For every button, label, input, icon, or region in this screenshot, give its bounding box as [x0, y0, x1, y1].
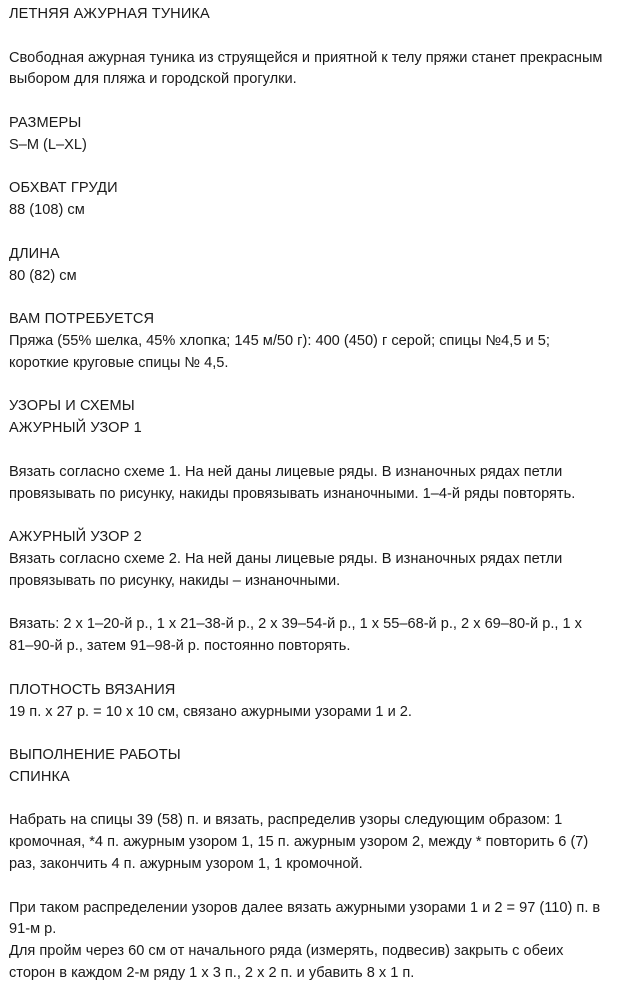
back-heading: СПИНКА	[9, 768, 70, 785]
back-paragraph-1: Набрать на спицы 39 (58) п. и вязать, распределив узоры следующим образом: 1 кромочная, *4 п. ажурным узором 1, 15 п. ажурным узором 2, между * повторить 6 (7) раз, закончить 4 п. ажурным узором 1, 1 кромочной.	[9, 812, 589, 873]
lace1-heading: АЖУРНЫЙ УЗОР 1	[9, 420, 142, 437]
gauge-heading: ПЛОТНОСТЬ ВЯЗАНИЯ	[9, 681, 176, 698]
back-paragraph-3: Для пройм через 60 см от начального ряда (измерять, подвесив) закрыть с обеих сторон в каждом 2-м ряду 1 х 3 п., 2 х 2 п. и убавить 8 х 1 п.	[9, 943, 564, 982]
sizes-value: S–M (L–XL)	[9, 136, 87, 153]
intro-paragraph: Свободная ажурная туника из струящейся и приятной к телу пряжи станет прекрасным выбором для пляжа и городской прогулки.	[9, 49, 603, 88]
materials-heading: ВАМ ПОТРЕБУЕТСЯ	[9, 311, 155, 328]
lace1-text: Вязать согласно схеме 1. На ней даны лицевые ряды. В изнаночных рядах петли провязывать по рисунку, накиды провязывать изнаночными. 1–4-й ряды повторять.	[9, 463, 576, 502]
lace2-text: Вязать согласно схеме 2. На ней даны лицевые ряды. В изнаночных рядах петли провязывать по рисунку, накиды – изнаночными.	[9, 550, 563, 589]
instructions-heading: ВЫПОЛНЕНИЕ РАБОТЫ	[9, 747, 181, 764]
patterns-heading: УЗОРЫ И СХЕМЫ	[9, 398, 135, 415]
chest-value: 88 (108) см	[9, 202, 85, 219]
back-paragraph-2: При таком распределении узоров далее вязать ажурными узорами 1 и 2 = 97 (110) п. в 91-м р.	[9, 899, 601, 938]
sizes-heading: РАЗМЕРЫ	[9, 114, 82, 131]
gauge-text: 19 п. х 27 р. = 10 х 10 см, связано ажурными узорами 1 и 2.	[9, 703, 412, 720]
lace2-sequence: Вязать: 2 х 1–20-й р., 1 х 21–38-й р., 2 х 39–54-й р., 1 х 55–68-й р., 2 х 69–80-й р., 1 х 81–90-й р., затем 91–98-й р. постоянно повторять.	[9, 616, 582, 655]
lace2-heading: АЖУРНЫЙ УЗОР 2	[9, 529, 142, 546]
length-heading: ДЛИНА	[9, 245, 60, 262]
materials-text: Пряжа (55% шелка, 45% хлопка; 145 м/50 г): 400 (450) г серой; спицы №4,5 и 5; короткие круговые спицы № 4,5.	[9, 332, 550, 371]
length-value: 80 (82) см	[9, 267, 77, 284]
article-title: ЛЕТНЯЯ АЖУРНАЯ ТУНИКА	[9, 6, 210, 22]
chest-heading: ОБХВАТ ГРУДИ	[9, 180, 118, 197]
